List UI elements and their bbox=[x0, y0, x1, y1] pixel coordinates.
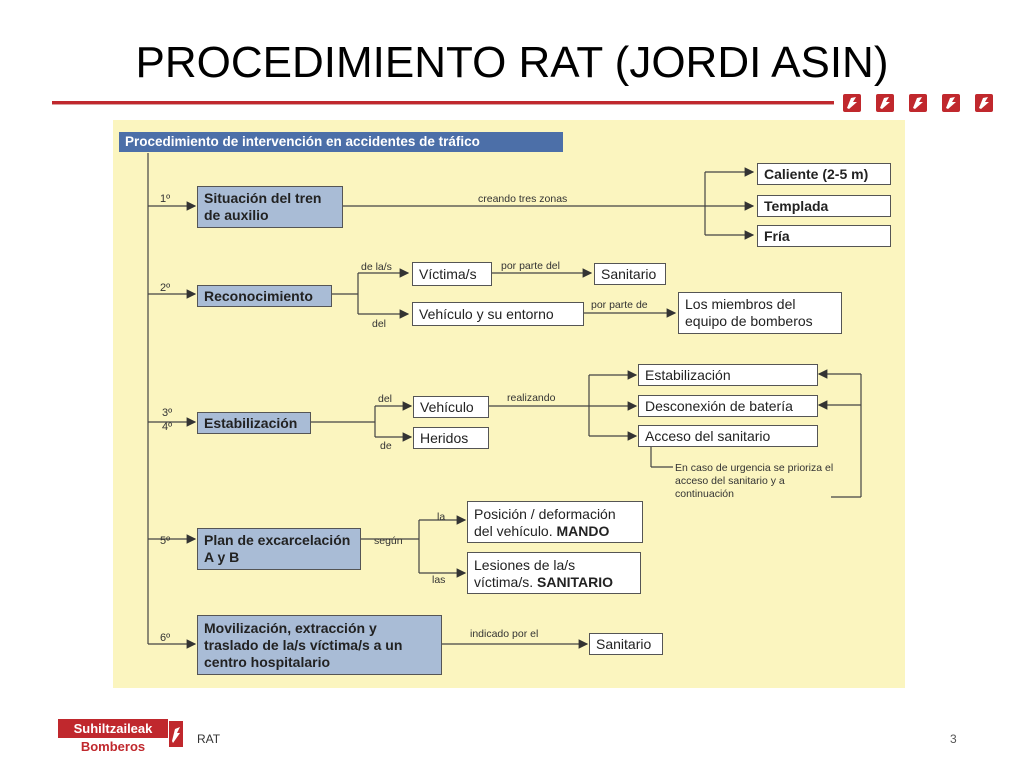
edge-label-de-heridos: de bbox=[380, 440, 392, 452]
step-number-3: 3º bbox=[162, 407, 173, 419]
step-number-1: 1º bbox=[160, 193, 171, 205]
step-6-box: Movilización, extracción y traslado de la/s víctima/s a un centro hospitalario bbox=[197, 615, 442, 675]
target-sanitario-2: Sanitario bbox=[594, 263, 666, 285]
action-estabilizacion: Estabilización bbox=[638, 364, 818, 386]
title-divider-shadow bbox=[52, 104, 834, 105]
action-acceso-sanitario: Acceso del sanitario bbox=[638, 425, 818, 447]
node-posicion-mando bbox=[467, 501, 643, 543]
node-victimas: Víctima/s bbox=[412, 262, 492, 286]
target-bomberos: Los miembros del equipo de bomberos bbox=[678, 292, 842, 334]
edge-label-por-parte-del: por parte del bbox=[501, 260, 560, 272]
step-number-4: 4º bbox=[162, 421, 173, 433]
node-lesiones-text: Lesiones de la/s víctima/s. bbox=[474, 557, 576, 590]
step-number-6: 6º bbox=[160, 632, 171, 644]
zone-caliente: Caliente (2-5 m) bbox=[757, 163, 891, 185]
footer-brand-line2: Bomberos bbox=[80, 739, 146, 754]
page-number: 3 bbox=[950, 732, 957, 746]
firefighter-logo-icon bbox=[942, 94, 960, 112]
step-2-box: Reconocimiento bbox=[197, 285, 332, 307]
edge-label-creando-zonas: creando tres zonas bbox=[478, 193, 568, 205]
node-lesiones-sanitario bbox=[467, 552, 641, 594]
firefighter-logo-icon bbox=[909, 94, 927, 112]
step-number-2: 2º bbox=[160, 282, 171, 294]
footer-brand-logo bbox=[58, 719, 168, 755]
urgency-note: En caso de urgencia se prioriza el acceso del sanitario y a continuación bbox=[675, 462, 834, 500]
node-heridos: Heridos bbox=[413, 427, 489, 449]
node-vehiculo: Vehículo bbox=[413, 396, 489, 418]
target-sanitario-6: Sanitario bbox=[589, 633, 663, 655]
zone-templada: Templada bbox=[757, 195, 891, 217]
edge-label-por-parte-de: por parte de bbox=[591, 299, 648, 311]
edge-label-del: del bbox=[372, 318, 387, 330]
edge-label-de-las: de la/s bbox=[361, 261, 392, 273]
edge-label-indicado-por-el: indicado por el bbox=[470, 628, 539, 640]
node-posicion-text: Posición / deformación del vehículo. bbox=[474, 506, 616, 539]
step-5-box: Plan de excarcelación A y B bbox=[197, 528, 361, 570]
firefighter-logo-icon bbox=[843, 94, 861, 112]
step-1-box: Situación del tren de auxilio bbox=[197, 186, 343, 228]
edge-label-segun: según bbox=[374, 535, 403, 547]
zone-fria: Fría bbox=[757, 225, 891, 247]
footer-text: RAT bbox=[197, 732, 221, 746]
slide-title: PROCEDIMIENTO RAT (JORDI ASIN) bbox=[135, 38, 889, 87]
footer-brand-line1: Suhiltzaileak bbox=[58, 719, 168, 738]
edge-label-realizando: realizando bbox=[507, 392, 556, 404]
firefighter-logo-icon bbox=[169, 721, 183, 747]
node-sanitario-label: SANITARIO bbox=[537, 574, 613, 590]
step-3-box: Estabilización bbox=[197, 412, 311, 434]
firefighter-logo-icon bbox=[975, 94, 993, 112]
diagram-header: Procedimiento de intervención en accidentes de tráfico bbox=[119, 132, 563, 152]
step-number-5: 5º bbox=[160, 535, 171, 547]
edge-label-la: la bbox=[437, 511, 446, 523]
firefighter-logo-icon bbox=[876, 94, 894, 112]
node-vehiculo-entorno: Vehículo y su entorno bbox=[412, 302, 584, 326]
edge-label-las: las bbox=[432, 574, 446, 586]
action-desconexion-bateria: Desconexión de batería bbox=[638, 395, 818, 417]
edge-label-del-vehiculo: del bbox=[378, 393, 393, 405]
node-mando-label: MANDO bbox=[556, 523, 610, 539]
